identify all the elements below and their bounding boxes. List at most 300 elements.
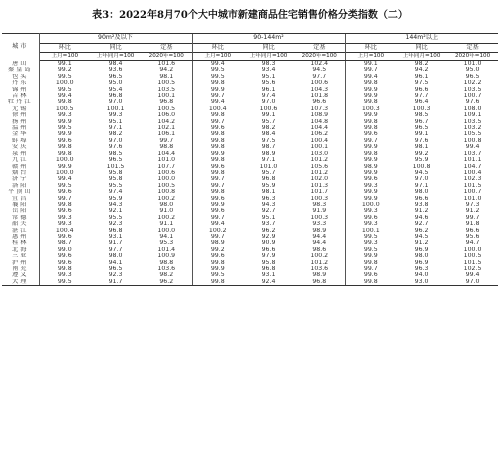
- index-value-cell: 99.9: [57, 131, 72, 138]
- group-header-large: 144m²以上: [345, 34, 498, 44]
- index-value-cell: 98.9: [261, 150, 276, 157]
- index-value-cell: 96.8: [294, 279, 345, 286]
- index-value-cell: 99.9: [192, 202, 243, 208]
- index-value-cell: 99.3: [345, 183, 396, 189]
- index-value-cell: 99.8: [345, 279, 396, 286]
- index-value-cell: 100.4: [463, 169, 482, 176]
- index-value-cell: 98.4: [261, 131, 276, 138]
- index-value-cell: 99.6: [57, 208, 72, 215]
- base-2020: 2020年=100: [294, 53, 345, 61]
- city-cell: 秦皇岛: [2, 67, 39, 73]
- index-value-cell: 91.0: [159, 208, 174, 215]
- index-value-cell: 106.0: [157, 112, 176, 119]
- index-value-cell: 99.6: [192, 196, 243, 202]
- index-value-cell: 99.8: [192, 170, 243, 176]
- index-value-cell: 100.3: [345, 106, 396, 112]
- index-value-cell: 99.7: [57, 195, 72, 202]
- index-value-cell: 100.1: [157, 93, 176, 100]
- index-value-cell: 91.2: [414, 208, 429, 215]
- index-value-cell: 99.2: [192, 247, 243, 253]
- index-value-cell: 94.5: [312, 67, 327, 74]
- subheader-fixed-base: 定基: [294, 44, 345, 53]
- index-value-cell: 98.8: [159, 144, 174, 151]
- index-value-cell: 96.1: [414, 73, 429, 80]
- city-cell: 温州: [2, 125, 39, 131]
- index-value-cell: 91.7: [90, 279, 141, 286]
- index-value-cell: 97.3: [465, 201, 480, 208]
- index-value-cell: 92.3: [108, 221, 123, 228]
- index-value-cell: 99.8: [57, 144, 72, 151]
- index-value-cell: 100.4: [310, 137, 329, 144]
- base-last-month: 上月=100: [192, 53, 243, 61]
- index-value-cell: 103.5: [463, 86, 482, 93]
- index-value-cell: 99.5: [345, 234, 396, 240]
- index-value-cell: 96.8: [261, 266, 276, 272]
- index-value-cell: 92.7: [414, 221, 429, 228]
- city-cell: 遵义: [2, 272, 39, 278]
- index-value-cell: 101.4: [157, 246, 176, 253]
- city-cell: 唐山: [2, 61, 39, 68]
- index-value-cell: 100.0: [55, 80, 74, 87]
- index-value-cell: 101.6: [157, 60, 176, 67]
- base-last-month: 上月=100: [39, 53, 90, 61]
- index-value-cell: 94.6: [414, 214, 429, 221]
- index-value-cell: 95.6: [261, 80, 276, 87]
- index-value-cell: 97.0: [414, 176, 429, 183]
- index-value-cell: 97.6: [108, 144, 123, 151]
- index-value-cell: 100.6: [310, 80, 329, 87]
- index-value-cell: 99.9: [192, 151, 243, 157]
- subheader-fixed-base: 定基: [141, 44, 192, 53]
- base-last-year: 上年同月=100: [90, 53, 141, 61]
- index-value-cell: 99.9: [345, 253, 396, 259]
- index-value-cell: 95.9: [108, 195, 123, 202]
- index-value-cell: 93.1: [108, 233, 123, 240]
- index-value-cell: 101.8: [310, 93, 329, 100]
- index-value-cell: 99.5: [57, 86, 72, 93]
- index-value-cell: 100.1: [310, 144, 329, 151]
- index-value-cell: 99.5: [192, 272, 243, 278]
- index-value-cell: 98.9: [345, 164, 396, 170]
- index-value-cell: 99.1: [414, 131, 429, 138]
- index-value-cell: 98.2: [108, 131, 123, 138]
- base-last-year: 上年同月=100: [243, 53, 294, 61]
- index-value-cell: 99.4: [192, 99, 243, 105]
- index-value-cell: 99.7: [345, 266, 396, 272]
- index-value-cell: 99.7: [192, 215, 243, 221]
- index-value-cell: 99.6: [57, 259, 72, 266]
- table-row: [2, 279, 498, 286]
- price-index-table-wrap: [2, 33, 498, 286]
- index-value-cell: 94.7: [465, 240, 480, 247]
- city-cell: 九江: [2, 157, 39, 163]
- index-value-cell: 96.5: [108, 73, 123, 80]
- index-value-cell: 98.8: [159, 259, 174, 266]
- index-value-cell: 98.5: [108, 150, 123, 157]
- index-value-cell: 99.8: [192, 80, 243, 86]
- index-value-cell: 99.4: [57, 176, 72, 183]
- index-value-cell: 99.6: [192, 253, 243, 259]
- index-value-cell: 107.7: [157, 163, 176, 170]
- city-cell: 桂林: [2, 240, 39, 246]
- index-value-cell: 100.2: [310, 253, 329, 260]
- index-value-cell: 92.9: [261, 233, 276, 240]
- index-value-cell: 98.0: [414, 253, 429, 260]
- index-value-cell: 108.0: [463, 105, 482, 112]
- city-cell: 济宁: [2, 176, 39, 182]
- index-value-cell: 99.8: [192, 189, 243, 195]
- index-value-cell: 96.5: [108, 266, 123, 272]
- index-value-cell: 102.1: [157, 125, 176, 132]
- index-value-cell: 91.7: [108, 240, 123, 247]
- city-cell: 包头: [2, 74, 39, 80]
- index-value-cell: 96.8: [261, 176, 276, 183]
- index-value-cell: 100.3: [412, 105, 431, 112]
- index-value-cell: 100.9: [157, 253, 176, 260]
- index-value-cell: 100.5: [157, 105, 176, 112]
- index-value-cell: 97.7: [312, 73, 327, 80]
- index-value-cell: 106.1: [157, 131, 176, 138]
- index-value-cell: 104.3: [310, 86, 329, 93]
- index-value-cell: 99.8: [345, 99, 396, 105]
- subheader-yoy: 同比: [396, 44, 447, 53]
- index-value-cell: 95.8: [108, 169, 123, 176]
- index-value-cell: 99.3: [345, 221, 396, 227]
- index-value-cell: 99.9: [192, 87, 243, 93]
- index-value-cell: 99.9: [345, 144, 396, 150]
- city-cell: 安庆: [2, 144, 39, 150]
- index-value-cell: 97.9: [261, 253, 276, 260]
- index-value-cell: 99.8: [192, 138, 243, 144]
- index-value-cell: 99.2: [57, 67, 72, 74]
- index-value-cell: 96.2: [414, 227, 429, 234]
- index-value-cell: 104.8: [310, 118, 329, 125]
- index-value-cell: 101.2: [310, 259, 329, 266]
- index-value-cell: 99.1: [57, 60, 72, 67]
- index-value-cell: 100.6: [259, 105, 278, 112]
- index-value-cell: 100.8: [412, 163, 431, 170]
- index-value-cell: 99.6: [345, 176, 396, 182]
- index-value-cell: 100.2: [157, 214, 176, 221]
- index-value-cell: 97.4: [108, 189, 123, 196]
- index-value-cell: 100.1: [106, 105, 125, 112]
- index-value-cell: 98.5: [414, 112, 429, 119]
- index-value-cell: 101.2: [310, 157, 329, 164]
- index-value-cell: 99.8: [192, 279, 243, 286]
- index-value-cell: 100.6: [157, 169, 176, 176]
- index-value-cell: 99.7: [192, 183, 243, 189]
- table-header: [2, 34, 498, 61]
- index-value-cell: 94.5: [414, 169, 429, 176]
- index-value-cell: 102.5: [463, 266, 482, 272]
- index-value-cell: 100.0: [345, 202, 396, 208]
- index-value-cell: 99.5: [192, 74, 243, 80]
- city-cell: 湛江: [2, 228, 39, 234]
- index-value-cell: 96.9: [414, 246, 429, 253]
- index-value-cell: 97.6: [414, 137, 429, 144]
- index-value-cell: 93.0: [396, 279, 447, 286]
- index-value-cell: 97.1: [108, 125, 123, 132]
- index-value-cell: 99.0: [57, 246, 72, 253]
- index-value-cell: 106.2: [310, 131, 329, 138]
- index-value-cell: 99.5: [57, 73, 72, 80]
- index-value-cell: 98.1: [159, 73, 174, 80]
- index-value-cell: 99.8: [345, 125, 396, 131]
- table-row: [2, 61, 498, 68]
- table-body: [2, 61, 498, 286]
- index-value-cell: 99.7: [159, 137, 174, 144]
- index-value-cell: 100.4: [192, 106, 243, 112]
- price-index-table: [2, 33, 498, 286]
- index-value-cell: 99.3: [57, 214, 72, 221]
- index-value-cell: 99.8: [345, 119, 396, 125]
- index-value-cell: 96.4: [414, 99, 429, 106]
- index-value-cell: 103.0: [310, 150, 329, 157]
- index-value-cell: 100.8: [463, 137, 482, 144]
- index-value-cell: 96.6: [414, 86, 429, 93]
- index-value-cell: 96.8: [108, 93, 123, 100]
- index-value-cell: 101.1: [463, 157, 482, 164]
- index-value-cell: 99.7: [192, 93, 243, 99]
- index-value-cell: 101.0: [463, 60, 482, 67]
- index-value-cell: 93.8: [414, 201, 429, 208]
- index-value-cell: 103.5: [463, 118, 482, 125]
- index-value-cell: 99.4: [345, 74, 396, 80]
- index-value-cell: 99.9: [345, 189, 396, 195]
- index-value-cell: 96.6: [414, 195, 429, 202]
- index-value-cell: 96.6: [261, 246, 276, 253]
- index-value-cell: 96.2: [141, 279, 192, 286]
- index-value-cell: 91.2: [414, 240, 429, 247]
- index-value-cell: 95.1: [108, 118, 123, 125]
- index-value-cell: 100.4: [55, 227, 74, 234]
- index-value-cell: 98.2: [159, 272, 174, 279]
- index-value-cell: 99.3: [345, 208, 396, 214]
- index-value-cell: 97.4: [261, 93, 276, 100]
- index-value-cell: 98.9: [312, 227, 327, 234]
- index-value-cell: 92.3: [108, 272, 123, 279]
- index-value-cell: 95.0: [465, 67, 480, 74]
- index-value-cell: 99.6: [57, 233, 72, 240]
- index-value-cell: 93.7: [261, 221, 276, 228]
- index-value-cell: 103.2: [463, 125, 482, 132]
- subheader-mom: 环比: [39, 44, 90, 53]
- index-value-cell: 99.8: [57, 99, 72, 106]
- index-value-cell: 99.6: [192, 125, 243, 131]
- index-value-cell: 100.0: [55, 169, 74, 176]
- index-value-cell: 100.3: [310, 195, 329, 202]
- index-value-cell: 94.2: [159, 67, 174, 74]
- index-value-cell: 99.3: [345, 240, 396, 246]
- index-value-cell: 96.3: [261, 195, 276, 202]
- index-value-cell: 99.3: [57, 221, 72, 228]
- index-value-cell: 96.8: [159, 99, 174, 106]
- index-value-cell: 99.8: [57, 201, 72, 208]
- index-value-cell: 101.5: [463, 259, 482, 266]
- city-cell: 赣州: [2, 164, 39, 170]
- index-value-cell: 99.9: [192, 266, 243, 272]
- index-value-cell: 97.5: [414, 80, 429, 87]
- index-value-cell: 102.3: [463, 176, 482, 183]
- index-value-cell: 100.0: [463, 246, 482, 253]
- index-value-cell: 101.0: [157, 157, 176, 164]
- index-value-cell: 99.6: [345, 215, 396, 221]
- index-value-cell: 99.4: [192, 221, 243, 227]
- base-2020: 2020年=100: [447, 53, 498, 61]
- index-value-cell: 100.7: [463, 189, 482, 196]
- index-value-cell: 100.8: [157, 189, 176, 196]
- index-value-cell: 95.9: [414, 157, 429, 164]
- index-value-cell: 99.9: [345, 112, 396, 118]
- index-value-cell: 94.2: [414, 67, 429, 74]
- index-value-cell: 94.5: [414, 233, 429, 240]
- index-value-cell: 100.0: [55, 157, 74, 164]
- index-value-cell: 98.0: [108, 253, 123, 260]
- city-cell: 襄阳: [2, 202, 39, 208]
- index-value-cell: 95.1: [261, 214, 276, 221]
- index-value-cell: 99.7: [465, 214, 480, 221]
- index-value-cell: 101.7: [310, 189, 329, 196]
- index-value-cell: 99.6: [345, 131, 396, 137]
- index-value-cell: 101.2: [310, 169, 329, 176]
- index-value-cell: 100.5: [157, 182, 176, 189]
- index-value-cell: 95.3: [159, 240, 174, 247]
- city-cell: 平顶山: [2, 189, 39, 195]
- index-value-cell: 99.5: [345, 247, 396, 253]
- index-value-cell: 95.6: [465, 233, 480, 240]
- city-cell: 丹东: [2, 80, 39, 86]
- index-value-cell: 96.7: [414, 118, 429, 125]
- index-value-cell: 99.4: [57, 93, 72, 100]
- city-cell: 南充: [2, 266, 39, 272]
- index-value-cell: 100.5: [55, 105, 74, 112]
- index-value-cell: 99.7: [345, 138, 396, 144]
- index-value-cell: 104.4: [310, 125, 329, 132]
- index-value-cell: 96.5: [414, 125, 429, 132]
- index-value-cell: 95.8: [261, 259, 276, 266]
- index-value-cell: 93.4: [261, 67, 276, 74]
- city-cell: 烟台: [2, 170, 39, 176]
- index-value-cell: 100.0: [157, 176, 176, 183]
- index-value-cell: 93.3: [312, 221, 327, 228]
- index-value-cell: 100.2: [192, 228, 243, 234]
- index-value-cell: 95.7: [261, 169, 276, 176]
- index-value-cell: 99.9: [345, 93, 396, 99]
- index-value-cell: 95.5: [108, 182, 123, 189]
- index-value-cell: 96.1: [261, 86, 276, 93]
- index-value-cell: 96.5: [108, 157, 123, 164]
- index-value-cell: 94.4: [312, 233, 327, 240]
- page-title: 表3：2022年8月70个大中城市新建商品住宅销售价格分类指数（二）: [92, 10, 408, 21]
- index-value-cell: 99.9: [57, 163, 72, 170]
- index-value-cell: 99.8: [57, 150, 72, 157]
- index-value-cell: 101.0: [259, 163, 278, 170]
- index-value-cell: 98.1: [414, 144, 429, 151]
- base-2020: 2020年=100: [141, 53, 192, 61]
- index-value-cell: 96.5: [465, 73, 480, 80]
- index-value-cell: 101.3: [310, 182, 329, 189]
- index-value-cell: 97.6: [465, 99, 480, 106]
- index-value-cell: 99.3: [57, 112, 72, 119]
- index-value-cell: 99.6: [57, 137, 72, 144]
- index-value-cell: 95.0: [108, 80, 123, 87]
- index-value-cell: 99.2: [414, 150, 429, 157]
- index-value-cell: 99.6: [345, 272, 396, 278]
- city-cell: 徐州: [2, 112, 39, 118]
- index-value-cell: 99.9: [345, 170, 396, 176]
- index-value-cell: 99.5: [57, 125, 72, 132]
- city-cell: 大理: [2, 279, 39, 286]
- subheader-mom: 环比: [192, 44, 243, 53]
- index-value-cell: 99.4: [192, 61, 243, 68]
- index-value-cell: 98.0: [414, 189, 429, 196]
- index-value-cell: 95.9: [261, 182, 276, 189]
- index-value-cell: 97.7: [108, 246, 123, 253]
- index-value-cell: 96.3: [414, 266, 429, 272]
- index-value-cell: 105.5: [463, 131, 482, 138]
- index-value-cell: 99.3: [57, 272, 72, 279]
- group-header-medium: 90-144m²: [192, 34, 345, 44]
- index-value-cell: 100.5: [463, 253, 482, 260]
- city-cell: 惠州: [2, 234, 39, 240]
- index-value-cell: 98.1: [261, 189, 276, 196]
- city-cell: 扬州: [2, 119, 39, 125]
- subheader-yoy: 同比: [243, 44, 294, 53]
- index-value-cell: 99.8: [192, 131, 243, 137]
- index-value-cell: 95.1: [261, 73, 276, 80]
- index-value-cell: 98.2: [261, 125, 276, 132]
- city-cell: 蚌埠: [2, 138, 39, 144]
- index-value-cell: 99.6: [57, 253, 72, 260]
- index-value-cell: 108.9: [310, 112, 329, 119]
- index-value-cell: 92.1: [108, 208, 123, 215]
- index-value-cell: 98.7: [57, 240, 72, 247]
- city-cell: 宜昌: [2, 196, 39, 202]
- city-cell: 吉林: [2, 93, 39, 99]
- index-value-cell: 97.7: [414, 93, 429, 100]
- index-value-cell: 100.5: [157, 80, 176, 87]
- index-value-cell: 91.8: [465, 221, 480, 228]
- index-value-cell: 104.4: [157, 150, 176, 157]
- index-value-cell: 98.0: [159, 201, 174, 208]
- index-value-cell: 97.1: [261, 157, 276, 164]
- index-value-cell: 98.2: [414, 60, 429, 67]
- base-last-month: 上月=100: [345, 53, 396, 61]
- subheader-yoy: 同比: [90, 44, 141, 53]
- index-value-cell: 101.0: [463, 195, 482, 202]
- index-value-cell: 99.8: [192, 144, 243, 150]
- index-value-cell: 99.7: [192, 234, 243, 240]
- index-value-cell: 99.6: [192, 164, 243, 170]
- index-value-cell: 95.4: [108, 86, 123, 93]
- index-value-cell: 99.4: [465, 272, 480, 279]
- index-value-cell: 99.9: [345, 87, 396, 93]
- index-value-cell: 94.3: [261, 201, 276, 208]
- index-value-cell: 104.2: [157, 118, 176, 125]
- index-value-cell: 99.8: [192, 112, 243, 118]
- index-value-cell: 105.6: [310, 163, 329, 170]
- index-value-cell: 102.4: [310, 60, 329, 67]
- index-value-cell: 100.7: [463, 93, 482, 100]
- city-cell: 常德: [2, 215, 39, 221]
- city-cell: 洛阳: [2, 183, 39, 189]
- index-value-cell: 98.6: [312, 246, 327, 253]
- index-value-cell: 96.8: [108, 227, 123, 234]
- index-value-cell: 99.1: [261, 112, 276, 119]
- base-last-year: 上年同月=100: [396, 53, 447, 61]
- index-value-cell: 96.6: [465, 227, 480, 234]
- index-value-cell: 91.1: [159, 221, 174, 228]
